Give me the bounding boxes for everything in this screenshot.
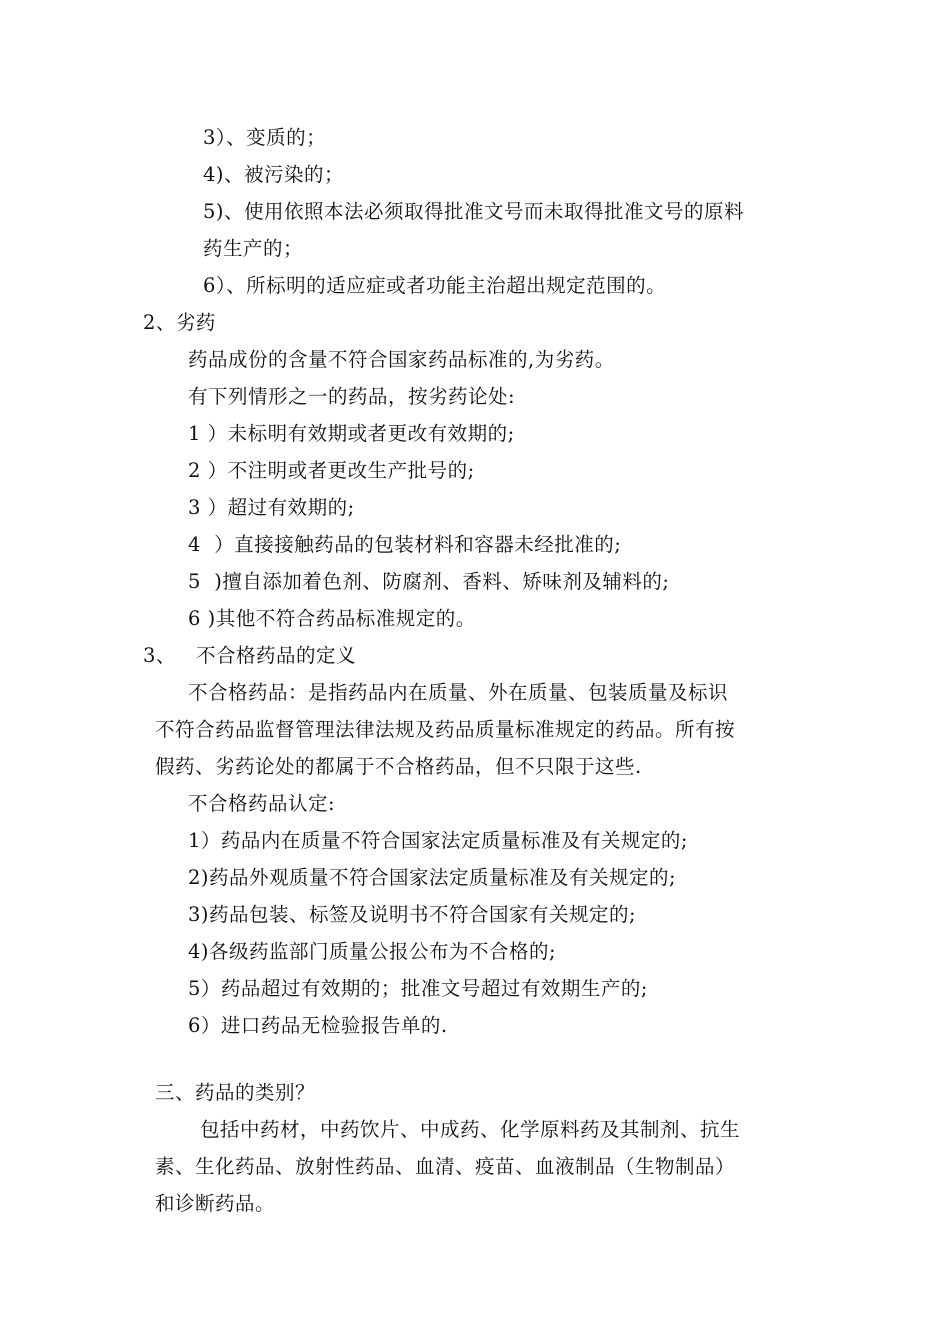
list-item: 1 ）未标明有效期或者更改有效期的; [188,422,515,445]
list-item: 6）进口药品无检验报告单的. [188,1014,448,1037]
section-heading: 三、药品的类别？ [155,1081,316,1104]
text-line: 包括中药材，中药饮片、中成药、化学原料药及其制剂、抗生 [200,1118,741,1141]
text-line: 不合格药品：是指药品内在质量、外在质量、包装质量及标识 [188,681,729,704]
list-item: 4)各级药监部门质量公报公布为不合格的; [188,940,557,963]
list-item: 2)药品外观质量不符合国家法定质量标准及有关规定的; [188,866,677,889]
list-item: 3 ）超过有效期的; [188,496,355,519]
section-heading: 3、 不合格药品的定义 [143,644,357,667]
list-item: 3)药品包装、标签及说明书不符合国家有关规定的; [188,903,637,926]
text-line: 3）、变质的； [203,126,327,149]
list-item: 5 )擅自添加着色剂、防腐剂、香料、矫味剂及辅料的; [188,570,670,593]
text-line: 不符合药品监督管理法律法规及药品质量标准规定的药品。所有按 [155,718,736,741]
text-line: 6）、所标明的适应症或者功能主治超出规定范围的。 [203,274,667,297]
text-line: 和诊断药品。 [155,1192,276,1215]
text-line: 5)、使用依照本法必须取得批准文号而未取得批准文号的原料 [203,200,745,223]
text-line: 假药、劣药论处的都属于不合格药品，但不只限于这些. [155,755,642,778]
text-line: 有下列情形之一的药品，按劣药论处: [188,385,516,408]
text-line: 不合格药品认定: [188,792,336,815]
list-item: 6 )其他不符合药品标准规定的。 [188,607,476,630]
text-line: 素、生化药品、放射性药品、血清、疫苗、血液制品（生物制品） [155,1155,736,1178]
section-heading: 2、劣药 [143,311,216,334]
text-line: 药生产的； [203,237,304,260]
list-item: 1）药品内在质量不符合国家法定质量标准及有关规定的; [188,829,688,852]
list-item: 5）药品超过有效期的；批准文号超过有效期生产的; [188,977,648,1000]
text-line: 药品成份的含量不符合国家药品标准的,为劣药。 [188,348,615,371]
text-line: 4)、被污染的； [203,163,345,186]
list-item: 4 ）直接接触药品的包装材料和容器未经批准的; [188,533,622,556]
list-item: 2 ）不注明或者更改生产批号的; [188,459,475,482]
